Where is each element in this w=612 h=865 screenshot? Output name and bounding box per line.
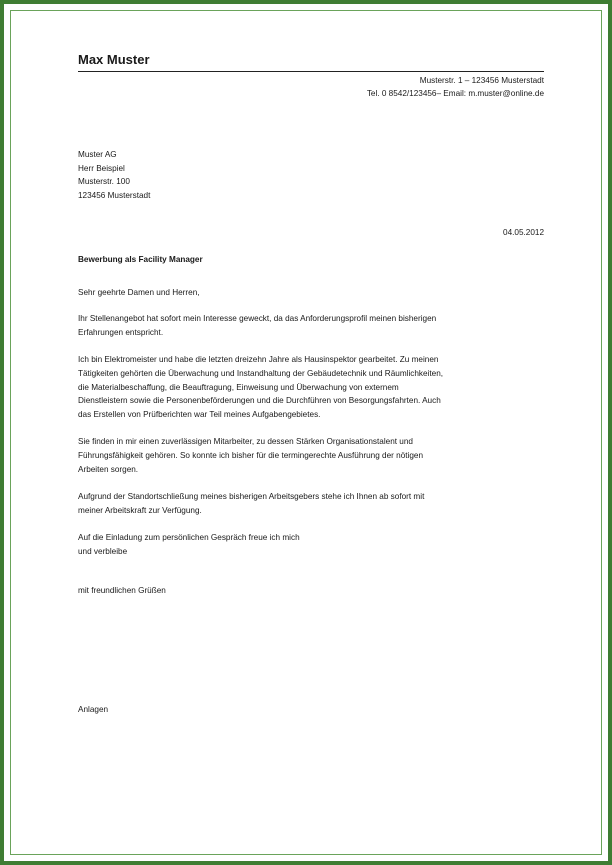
paragraph-line: Dienstleistern sowie die Personenbeförderungen und die Durchführen von Besorgungsfahrten. Auch	[78, 396, 441, 406]
recipient-address	[78, 148, 544, 202]
sender-address: Musterstr. 1 – 123456 Musterstadt	[419, 76, 544, 85]
letter-subject: Bewerbung als Facility Manager	[78, 254, 203, 264]
paragraph	[78, 312, 544, 339]
letter-date: 04.05.2012	[503, 228, 544, 238]
paragraph-line: das Erstellen von Prüfberichten war Teil meines Aufgabengebietes.	[78, 409, 321, 419]
paragraph-line: Führungsfähigkeit gehören. So konnte ich bisher für die termingerechte Ausführung der nötigen	[78, 450, 424, 460]
paragraph-line: Arbeiten sorgen.	[78, 464, 139, 474]
paragraph-line: Erfahrungen entspricht.	[78, 327, 164, 337]
sender-name: Max Muster	[78, 52, 544, 72]
recipient-line: Muster AG	[78, 150, 117, 159]
recipient-line: 123456 Musterstadt	[78, 190, 151, 200]
paragraph	[78, 490, 544, 517]
closing-sentence	[78, 531, 544, 558]
sender-phone-email: Tel. 0 8542/123456– Email: m.muster@online.de	[366, 89, 544, 98]
closing-line: Auf die Einladung zum persönlichen Gespräch freue ich mich	[78, 533, 300, 543]
salutation: Sehr geehrte Damen und Herren,	[78, 287, 200, 297]
sender-contact	[78, 74, 544, 100]
recipient-line: Musterstr. 100	[78, 177, 130, 187]
paragraph-line: Ich bin Elektromeister und habe die letzten dreizehn Jahre als Hausinspektor gearbeitet. Zu meinen	[78, 355, 439, 365]
closing-line: und verbleibe	[78, 546, 128, 556]
paragraph	[78, 353, 544, 421]
enclosure-label: Anlagen	[78, 705, 109, 715]
paragraph-line: Ihr Stellenangebot hat sofort mein Interesse geweckt, da das Anforderungsprofil meinen bisherigen	[78, 314, 437, 324]
letter	[78, 52, 544, 716]
paragraph-line: Sie finden in mir einen zuverlässigen Mitarbeiter, zu dessen Stärken Organisationstalent und	[78, 437, 413, 447]
paragraph-line: meiner Arbeitskraft zur Verfügung.	[78, 505, 202, 515]
regards: mit freundlichen Grüßen	[78, 586, 166, 596]
paragraph	[78, 435, 544, 476]
paragraph-line: Tätigkeiten gehörten die Überwachung und Instandhaltung der Gebäudetechnik und Räumlichkeiten,	[78, 368, 444, 378]
paragraph-line: Aufgrund der Standortschließung meines bisherigen Arbeitsgebers stehe ich Ihnen ab sofort mit	[78, 492, 425, 502]
recipient-line: Herr Beispiel	[78, 163, 125, 173]
paragraph-line: die Materialbeschaffung, die Beauftragung, Einweisung und Überwachung von externem	[78, 382, 399, 392]
